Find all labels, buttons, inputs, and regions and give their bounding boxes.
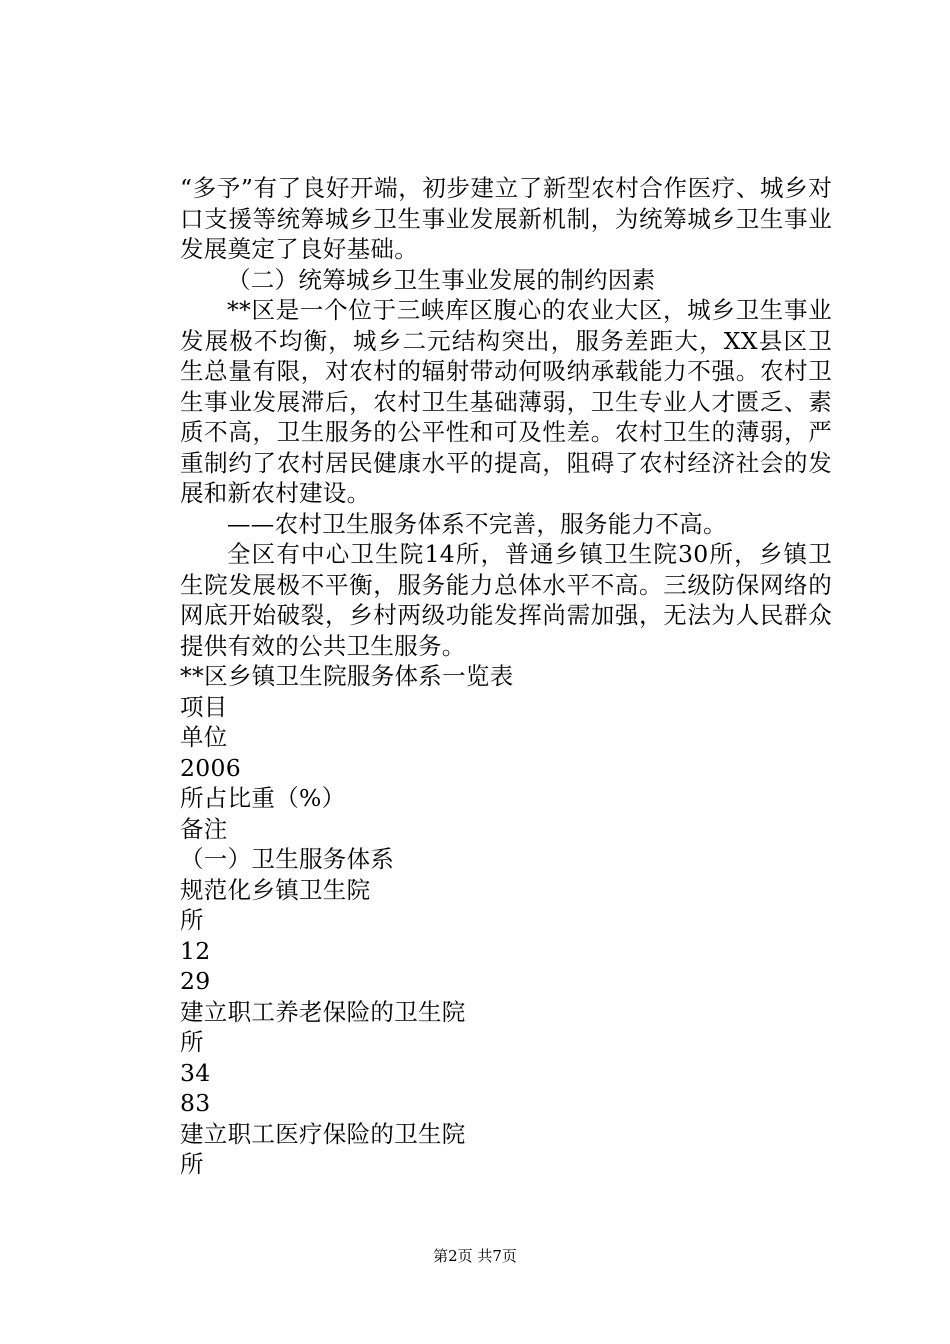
table-header-share: 所占比重（%） xyxy=(180,784,346,812)
table-cell: 34 xyxy=(180,1058,211,1087)
page-footer: 第2页 共7页 xyxy=(433,1247,517,1265)
document-body xyxy=(180,173,832,1180)
table-cell: 29 xyxy=(180,967,211,995)
table-cell: 所 xyxy=(180,1150,204,1178)
table-cell: 所 xyxy=(180,906,204,934)
table-cell: 所 xyxy=(180,1028,204,1056)
paragraph-constraints: **区是一个位于三峡库区腹心的农业大区，城乡卫生事业发展极不均衡，城乡二元结构突出，服务差距大，XX县区卫生总量有限，对农村的辐射带动何吸纳承载能力不强。农村卫生事业发展滞后，农村卫生基础薄弱，卫生专业人才匮乏、素质不高，卫生服务的公平性和可及性差。农村卫生的薄弱，严重制约了农村居民健康水平的提高，阻碍了农村经济社会的发展和新农村建设。 xyxy=(180,296,832,507)
table-title: **区乡镇卫生院服务体系一览表 xyxy=(180,662,514,690)
paragraph-continuation: “多予”有了良好开端，初步建立了新型农村合作医疗、城乡对口支援等统筹城乡卫生事业发展新机制，为统筹城乡卫生事业发展奠定了良好基础。 xyxy=(180,174,832,263)
table-cell: 建立职工养老保险的卫生院 xyxy=(180,997,466,1026)
table-header-item: 项目 xyxy=(180,692,228,721)
table-header-year: 2006 xyxy=(180,753,242,782)
subheading-service-system: ——农村卫生服务体系不完善，服务能力不高。 xyxy=(227,509,727,538)
table-header-unit: 单位 xyxy=(180,723,228,751)
paragraph-hospital-stats: 全区有中心卫生院14所，普通乡镇卫生院30所，乡镇卫生院发展极不平衡，服务能力总体水平不高。三级防保网络的网底开始破裂，乡村两级功能发挥尚需加强，无法为人民群众提供有效的公共卫生服务。 xyxy=(180,540,832,660)
table-section-title: （一）卫生服务体系 xyxy=(180,845,395,873)
table-cell: 建立职工医疗保险的卫生院 xyxy=(180,1119,466,1148)
table-header-remark: 备注 xyxy=(180,814,228,843)
table-cell: 12 xyxy=(180,936,211,965)
section-heading: （二）统筹城乡卫生事业发展的制约因素 xyxy=(227,265,656,294)
table-cell: 规范化乡镇卫生院 xyxy=(180,875,371,904)
table-cell: 83 xyxy=(180,1089,211,1117)
table-lines xyxy=(180,692,832,1180)
